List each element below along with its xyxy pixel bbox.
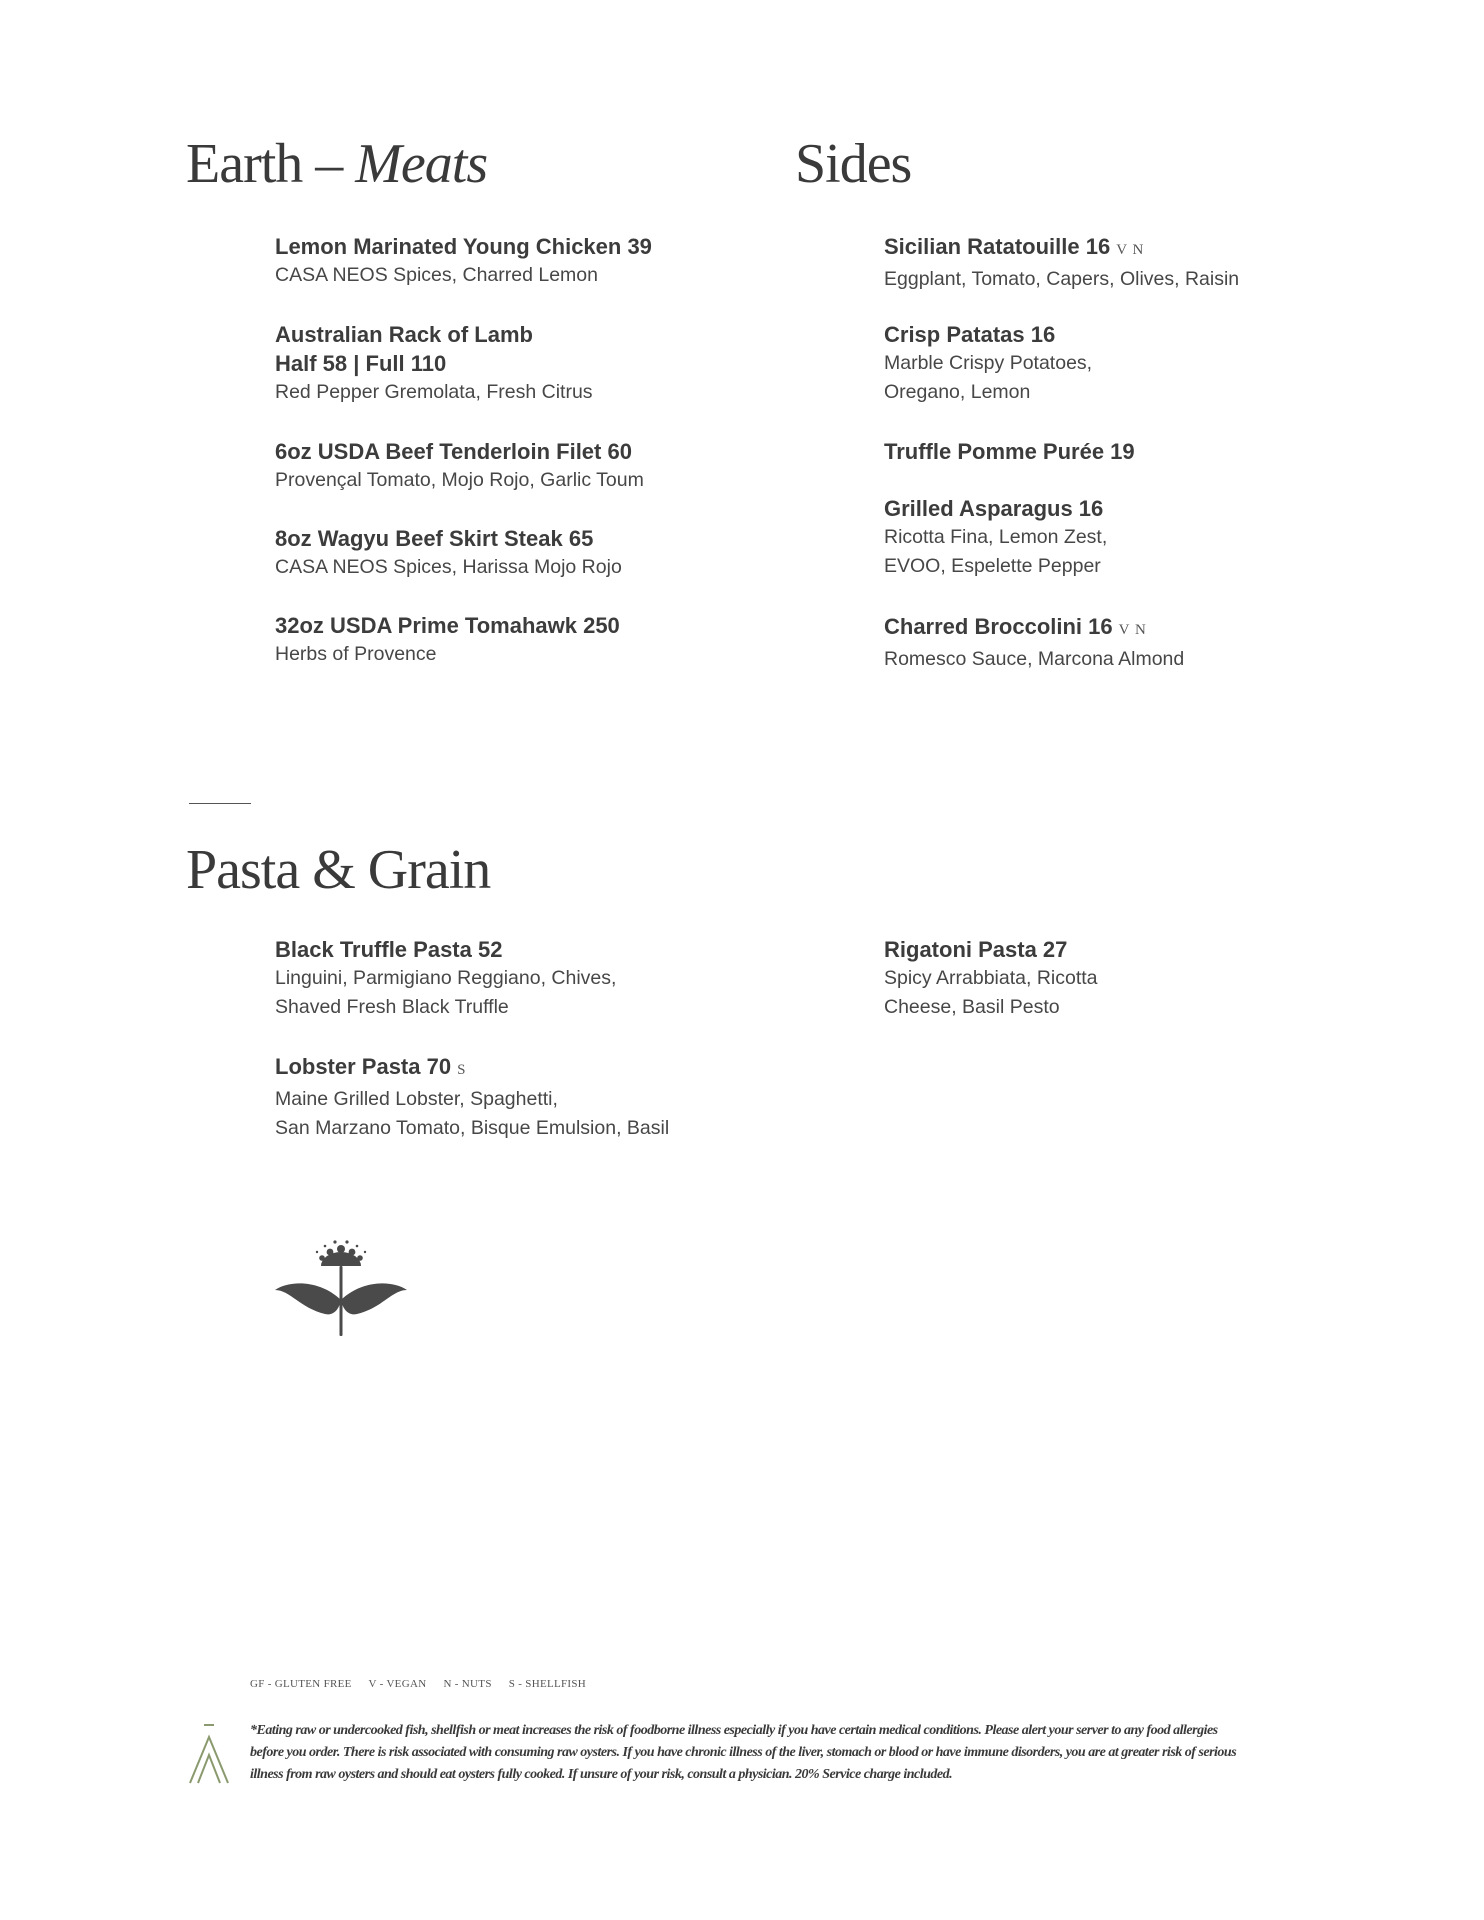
item-desc: Eggplant, Tomato, Capers, Olives, Raisin — [884, 268, 1240, 290]
section-divider — [189, 803, 251, 804]
item-name: Crisp Patatas 16 — [884, 322, 1056, 347]
item-name: Sicilian Ratatouille 16 V N — [884, 234, 1145, 259]
legend-item: N - NUTS — [443, 1678, 492, 1690]
item-desc: Romesco Sauce, Marcona Almond — [884, 648, 1185, 670]
item-desc: Spicy Arrabbiata, Ricotta — [884, 967, 1098, 989]
item-desc: Ricotta Fina, Lemon Zest, — [884, 526, 1108, 548]
item-desc: CASA NEOS Spices, Harissa Mojo Rojo — [275, 556, 622, 578]
section-title-sides: Sides — [795, 133, 912, 195]
diet-tag: V N — [1116, 242, 1145, 258]
item-desc: Cheese, Basil Pesto — [884, 996, 1060, 1018]
menu-item — [275, 935, 616, 1022]
item-name: Lobster Pasta 70 S — [275, 1054, 467, 1079]
brand-logo-icon — [188, 1723, 230, 1785]
menu-item — [884, 935, 1098, 1022]
menu-item — [275, 524, 622, 582]
menu-item — [275, 1052, 669, 1143]
menu-item — [884, 494, 1107, 581]
menu-item — [275, 320, 593, 407]
item-desc: EVOO, Espelette Pepper — [884, 555, 1101, 577]
item-desc: Maine Grilled Lobster, Spaghetti, — [275, 1088, 558, 1110]
item-desc: Provençal Tomato, Mojo Rojo, Garlic Toum — [275, 469, 644, 491]
diet-legend — [250, 1678, 600, 1690]
menu-item — [275, 437, 644, 495]
section-title-pasta: Pasta & Grain — [186, 839, 491, 901]
item-price: Half 58 | Full 110 — [275, 351, 447, 376]
legend-item: V - VEGAN — [368, 1678, 427, 1690]
item-name: Rigatoni Pasta 27 — [884, 937, 1068, 962]
item-name: Charred Broccolini 16 V N — [884, 614, 1147, 639]
menu-item — [275, 232, 652, 290]
item-name: Australian Rack of Lamb — [275, 322, 533, 347]
legend-item: S - SHELLFISH — [508, 1678, 587, 1690]
menu-item — [884, 232, 1239, 294]
diet-tag: S — [457, 1062, 467, 1078]
item-name: 6oz USDA Beef Tenderloin Filet 60 — [275, 439, 632, 464]
item-desc: CASA NEOS Spices, Charred Lemon — [275, 264, 598, 286]
item-desc: Red Pepper Gremolata, Fresh Citrus — [275, 381, 593, 403]
menu-item — [275, 611, 620, 669]
flower-illustration-icon — [275, 1238, 407, 1338]
item-desc: Shaved Fresh Black Truffle — [275, 996, 509, 1018]
item-name: Truffle Pomme Purée 19 — [884, 439, 1135, 464]
menu-item — [884, 437, 1135, 466]
item-desc: Herbs of Provence — [275, 643, 437, 665]
legend-item: GF - GLUTEN FREE — [250, 1678, 352, 1690]
item-name: Grilled Asparagus 16 — [884, 496, 1104, 521]
item-name: Lemon Marinated Young Chicken 39 — [275, 234, 652, 259]
item-desc: San Marzano Tomato, Bisque Emulsion, Basil — [275, 1117, 670, 1139]
disclaimer-text: *Eating raw or undercooked fish, shellfish or meat increases the risk of foodborne illness especially if you have certain medical conditions. Please alert your server to any food allergies before you order. There is risk associated with consuming raw oysters. If you have chronic illness of the liver, stomach or blood or have immune disorders, you are at greater risk of serious illness from raw oysters and should eat oysters fully cooked. If unsure of your risk, consult a physician. 20% Service charge included. — [250, 1723, 1237, 1782]
item-desc: Linguini, Parmigiano Reggiano, Chives, — [275, 967, 617, 989]
menu-item — [884, 612, 1184, 674]
item-name: 8oz Wagyu Beef Skirt Steak 65 — [275, 526, 594, 551]
section-title-meats: Earth – Meats — [186, 133, 488, 195]
item-desc: Marble Crispy Potatoes, — [884, 352, 1093, 374]
item-desc: Oregano, Lemon — [884, 381, 1031, 403]
menu-item — [884, 320, 1092, 407]
diet-tag: V N — [1118, 622, 1147, 638]
item-name: Black Truffle Pasta 52 — [275, 937, 503, 962]
item-name: 32oz USDA Prime Tomahawk 250 — [275, 613, 620, 638]
